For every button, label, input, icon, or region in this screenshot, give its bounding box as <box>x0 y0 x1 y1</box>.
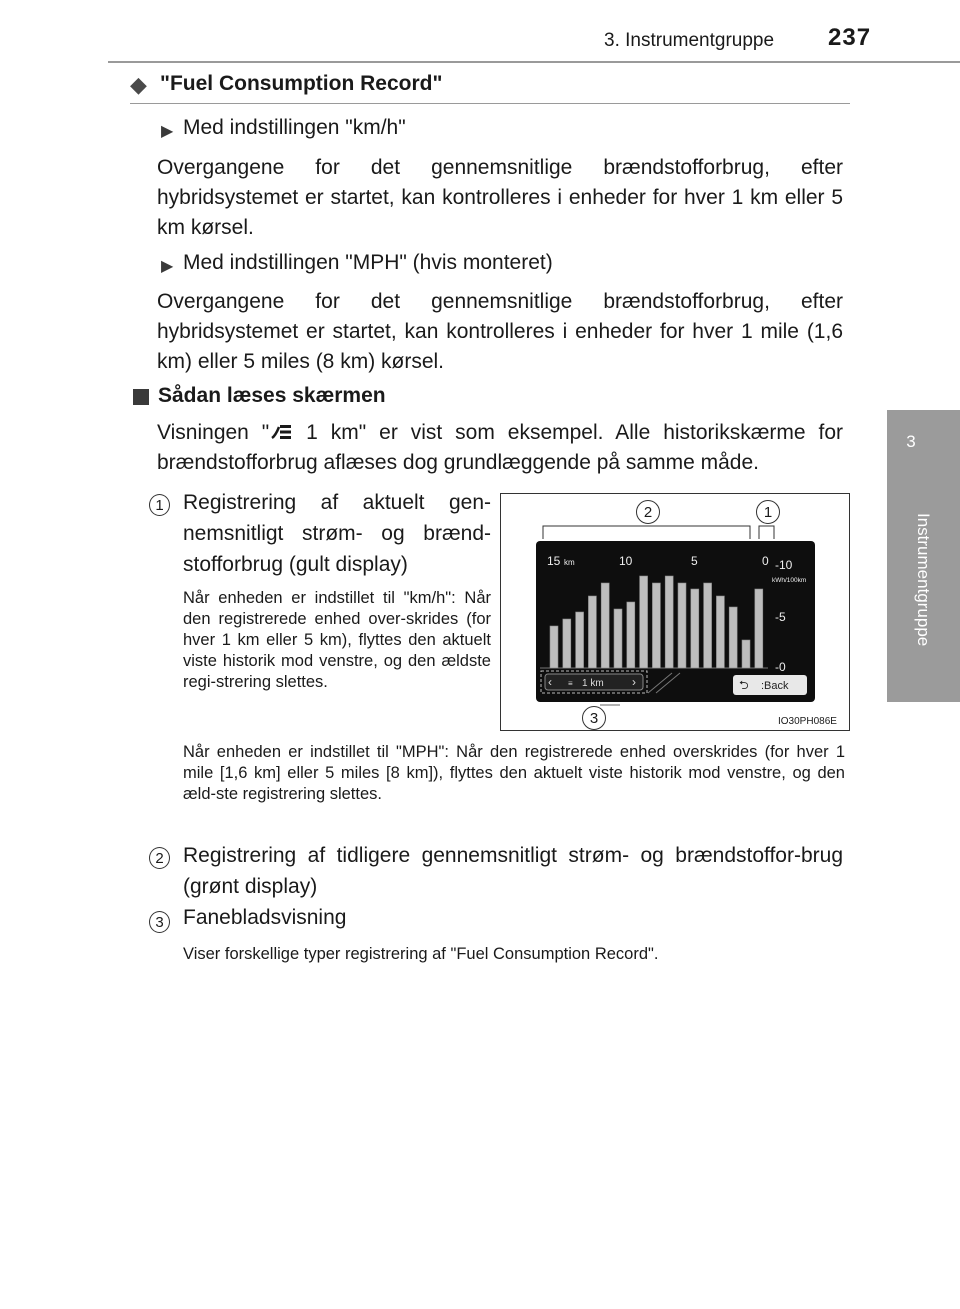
bullet-text-mph: Overgangene for det gennemsnitlige brændstofforbrug, efter hybridsystemet er startet, kan kontrolleres i enheder for hver 1 mile (1,6 km) eller 5 miles (8 km) kørsel. <box>157 290 843 373</box>
chapter-tab-number: 3 <box>906 432 916 451</box>
y-tick-label: -10 <box>775 558 793 572</box>
chart-bar <box>563 619 571 668</box>
y-unit-label: kWh/100km <box>772 577 807 584</box>
chart-bar <box>576 612 584 668</box>
bullet-label-kmh: Med indstillingen "km/h" <box>183 116 406 139</box>
chapter-tab-label: Instrumentgruppe <box>914 513 933 647</box>
figure-callout: 3 <box>582 706 606 730</box>
chevron-right-icon[interactable]: › <box>632 675 636 689</box>
chart-bar <box>755 589 763 668</box>
bullet-text-kmh: Overgangene for det gennemsnitlige brændstofforbrug, efter hybridsystemet er startet, kan kontrolleres i enheder for hver 1 km eller 5 km kørsel. <box>157 156 843 239</box>
chart-bar <box>588 596 596 668</box>
chart-bar <box>550 626 558 668</box>
figure-code: IO30PH086E <box>778 716 837 727</box>
intro-paragraph <box>157 418 843 478</box>
back-label: :Back <box>761 680 789 692</box>
page-number: 237 <box>828 24 872 51</box>
bullet-label-mph: Med indstillingen "MPH" (hvis monteret) <box>183 251 553 274</box>
chart-bar <box>716 596 724 668</box>
x-tick-label: 15 <box>547 554 561 568</box>
triangle-bullet-icon: ▶ <box>161 123 174 140</box>
square-bullet-icon <box>133 389 149 405</box>
item-number-badge: 1 <box>149 494 170 516</box>
x-tick-label: 5 <box>691 554 698 568</box>
x-tick-label: 10 <box>619 554 633 568</box>
chevron-left-icon[interactable]: ‹ <box>548 675 552 689</box>
diamond-icon: ◆ <box>130 72 147 97</box>
item-number-badge: 3 <box>149 911 170 933</box>
figure-callout: 2 <box>636 500 660 524</box>
y-tick-value: 10 <box>779 558 793 572</box>
fuel-history-icon: ≡ <box>568 679 573 688</box>
item-number-badge: 2 <box>149 847 170 869</box>
item-1-note-mph: Når enheden er indstillet til "MPH": Når den registrerede enhed overskrides (for hver 1 mile [1,6 km] eller 5 miles [8 km]), flyttes den aktuelt viste historik mod venstre, og den æld-ste registrering slettes. <box>183 743 845 803</box>
section-heading: "Fuel Consumption Record" <box>160 72 443 95</box>
chart-bar <box>704 583 712 668</box>
item-3-title: Fanebladsvisning <box>183 906 347 929</box>
triangle-bullet-icon: ▶ <box>161 258 174 275</box>
chart-bar <box>729 607 737 668</box>
running-header-section: 3. Instrumentgruppe <box>604 30 775 51</box>
y-tick-value: 5 <box>779 610 786 624</box>
chart-bar <box>627 602 635 668</box>
tab-label: 1 km <box>582 678 604 689</box>
chart-bar <box>640 576 648 668</box>
subheading: Sådan læses skærmen <box>158 384 386 407</box>
y-tick-label: -0 <box>775 660 786 674</box>
chart-bar <box>691 589 699 668</box>
fuel-history-chart <box>536 541 815 702</box>
display-screen <box>536 541 815 702</box>
section-rule <box>130 103 850 104</box>
item-3-note: Viser forskellige typer registrering af "Fuel Consumption Record". <box>183 945 659 963</box>
fuel-history-icon <box>269 423 293 441</box>
item-1-note-kmh: Når enheden er indstillet til "km/h": Når den registrerede enhed over-skrides (for hver 1 km eller 5 km), flyttes den aktuelt viste historik mod venstre, og den ældste regi-strering slettes. <box>183 589 491 691</box>
item-1-title: Registrering af aktuelt gen-nemsnitligt strøm- og brænd-stofforbrug (gult display) <box>183 491 491 576</box>
item-2-title: Registrering af tidligere gennemsnitligt strøm- og brændstoffor-brug (grønt display) <box>183 844 843 898</box>
back-arrow-icon: ⮌ <box>739 678 749 692</box>
chart-bar <box>652 583 660 668</box>
y-tick-label: -5 <box>775 610 786 624</box>
chart-bar <box>665 576 673 668</box>
x-unit-label: km <box>564 558 575 567</box>
chart-bar <box>601 583 609 668</box>
y-tick-value: 0 <box>779 660 786 674</box>
chart-bar <box>614 609 622 668</box>
intro-text-after: 1 km" er vist som eksempel. Alle historikskærme for brændstofforbrug aflæses dog grundlæggende på samme måde. <box>157 421 843 474</box>
header-rule <box>108 61 960 63</box>
chart-bar <box>678 583 686 668</box>
x-tick-label: 0 <box>762 554 769 568</box>
figure-callout: 1 <box>756 500 780 524</box>
intro-text-before: Visningen " <box>157 421 270 444</box>
chart-bar <box>742 640 750 668</box>
